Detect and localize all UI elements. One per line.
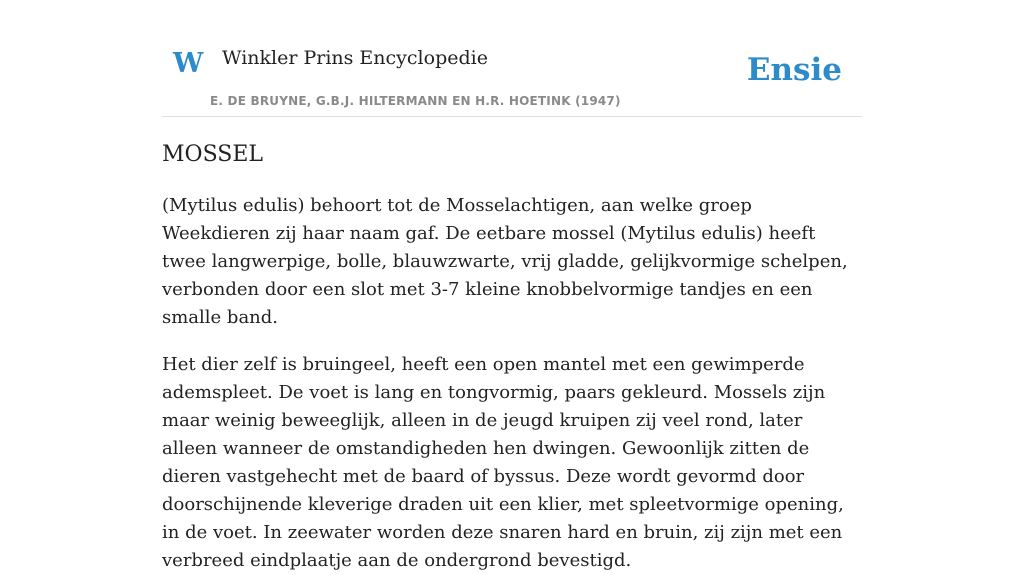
winkler-prins-logo[interactable]: W <box>173 48 204 79</box>
article-paragraph: Het dier zelf is bruingeel, heeft een open mantel met een gewimperde ademspleet. De voet is lang en tongvormig, paars gekleurd. Mossels zijn maar weinig beweeglijk, alleen in de jeugd kruipen zij veel rond, later alleen wanneer de omstandigheden hen dwingen. Gewoonlijk zitten de dieren vastgehecht met de baard of byssus. Deze wordt gevormd door doorschijnende kleverige draden uit een klier, met spleetvormige opening, in de voet. In zeewater worden deze snaren hard en bruin, zij zijn met een verbreed eindplaatje aan de ondergrond bevestigd. <box>162 354 844 571</box>
source-authors: E. DE BRUYNE, G.B.J. HILTERMANN EN H.R. HOETINK (1947) <box>210 94 621 108</box>
article <box>162 140 862 575</box>
source-title: Winkler Prins Encyclopedie <box>222 47 488 69</box>
ensie-logo-link[interactable]: Ensie <box>746 52 842 88</box>
site-header <box>162 0 862 117</box>
article-title: MOSSEL <box>162 142 263 167</box>
article-paragraph: (Mytilus edulis) behoort tot de Mosselachtigen, aan welke groep Weekdieren zij haar naam gaf. De eetbare mossel (Mytilus edulis) heeft twee langwerpige, bolle, blauwzwarte, vrij gladde, gelijkvormige schelpen, verbonden door een slot met 3-7 kleine knobbelvormige tandjes en een smalle band. <box>162 195 848 328</box>
